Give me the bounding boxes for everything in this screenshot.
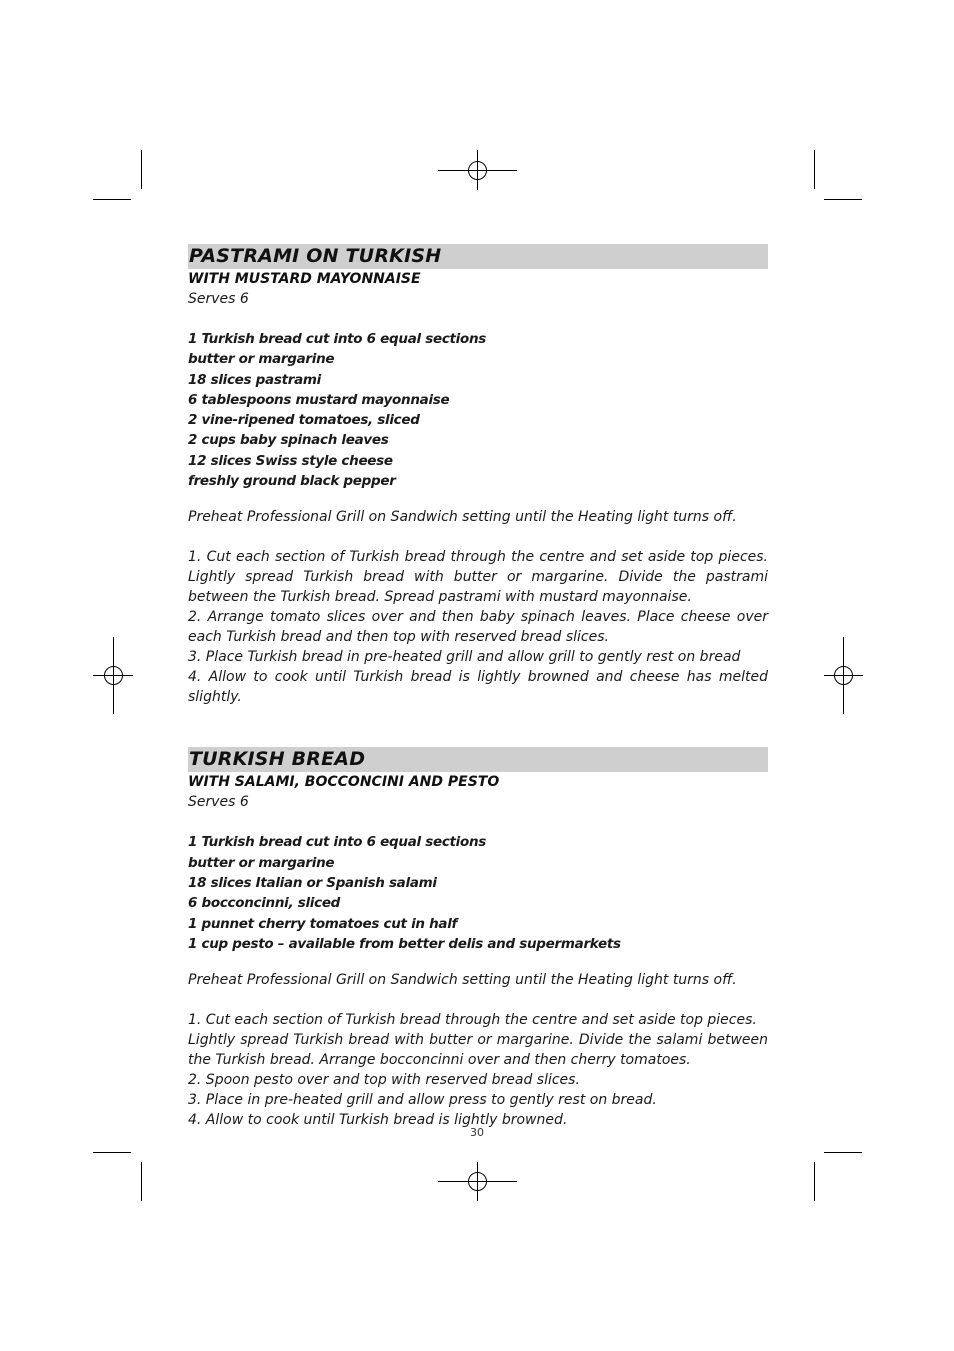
ingredient-item: butter or margarine [188, 351, 335, 368]
recipe-serves: Serves 6 [188, 794, 249, 811]
ingredient-item: 18 slices Italian or Spanish salami [188, 874, 437, 891]
recipe-title: TURKISH BREAD [189, 748, 366, 771]
page-number: 30 [470, 1126, 484, 1139]
ingredient-item: 12 slices Swiss style cheese [188, 452, 393, 469]
method-step: 3. Place Turkish bread in pre-heated grill and allow grill to gently rest on bread [188, 649, 741, 666]
method-step: 3. Place in pre-heated grill and allow press to gently rest on bread. [188, 1092, 657, 1109]
recipe-serves: Serves 6 [188, 291, 249, 307]
ingredient-list [188, 832, 768, 954]
ingredient-item: 1 punnet cherry tomatoes cut in half [188, 915, 458, 932]
ingredient-item: butter or margarine [188, 854, 335, 871]
recipe-title: PASTRAMI ON TURKISH [189, 245, 442, 267]
recipe-subtitle: WITH MUSTARD MAYONNAISE [188, 271, 421, 287]
method-steps [188, 1010, 768, 1130]
ingredient-item: 1 Turkish bread cut into 6 equal sections [188, 331, 487, 347]
ingredient-item: 18 slices pastrami [188, 371, 321, 388]
ingredient-item: 6 tablespoons mustard mayonnaise [188, 391, 450, 408]
method-step: 1. Cut each section of Turkish bread through the centre and set aside top pieces. [188, 1012, 757, 1029]
recipe-title-bar [188, 747, 768, 772]
ingredient-item: 1 cup pesto – available from better delis and supermarkets [188, 935, 621, 952]
recipe-page [188, 244, 768, 1130]
method-steps [188, 547, 768, 707]
ingredient-item: 6 bocconcinni, sliced [188, 895, 341, 912]
ingredient-item: 2 cups baby spinach leaves [188, 432, 389, 449]
ingredient-item: freshly ground black pepper [188, 473, 396, 490]
method-step: 2. Arrange tomato slices over and then baby spinach leaves. Place cheese over each Turkish bread and then top with reserved bread slices. [188, 609, 768, 646]
ingredient-item: 2 vine-ripened tomatoes, sliced [188, 412, 420, 429]
method-step: 1. Cut each section of Turkish bread through the centre and set aside top pieces. Lightly spread Turkish bread with butter or margarine. Divide the pastrami between the Turkish bread. Spread pastrami with mustard mayonnaise. [188, 549, 768, 606]
recipe-title-bar [188, 244, 768, 269]
method-step: 4. Allow to cook until Turkish bread is lightly browned and cheese has melted slightly. [188, 669, 768, 706]
method-step: 2. Spoon pesto over and top with reserved bread slices. [188, 1072, 580, 1089]
recipe-subtitle: WITH SALAMI, BOCCONCINI AND PESTO [188, 774, 500, 791]
method-step: Lightly spread Turkish bread with butter or margarine. Divide the salami between the Turkish bread. Arrange bocconcinni over and then cherry tomatoes. [188, 1032, 768, 1069]
recipe-turkish-bread [188, 747, 768, 1130]
preheat-instruction: Preheat Professional Grill on Sandwich setting until the Heating light turns off. [188, 972, 737, 989]
preheat-instruction: Preheat Professional Grill on Sandwich setting until the Heating light turns off. [188, 509, 737, 526]
recipe-pastrami [188, 244, 768, 707]
ingredient-list [188, 329, 768, 491]
method-step: 4. Allow to cook until Turkish bread is lightly browned. [188, 1112, 568, 1129]
ingredient-item: 1 Turkish bread cut into 6 equal sections [188, 834, 487, 851]
